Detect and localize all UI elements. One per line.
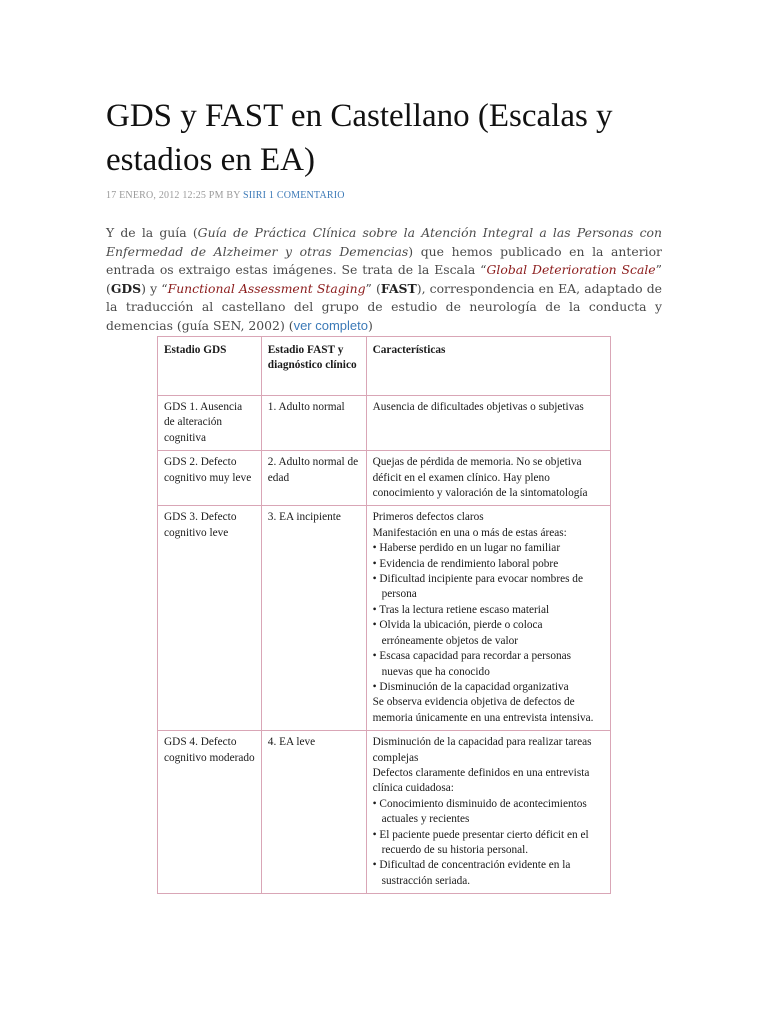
table-row [158,396,611,451]
characteristic-line: Se observa evidencia objetiva de defectos de memoria únicamente en una entrevista intensiva. [372,696,594,724]
header-gds: Estadio GDS [158,337,262,396]
bullet-item: • Evidencia de rendimiento laboral pobre [372,557,559,570]
cell-characteristics [366,731,610,894]
bullet-item: • Tras la lectura retiene escaso material [372,603,550,616]
cell-characteristics [366,506,610,731]
intro-text: ” ( [106,262,662,296]
bullet-item: • Conocimiento disminuido de acontecimientos actuales y recientes [372,797,587,826]
gds-abbrev: GDS [110,280,142,296]
cell-characteristics [366,451,610,506]
author-link[interactable]: SIIRI [242,190,267,201]
bullet-item: • Dificultad de concentración evidente en la sustracción seriada. [372,859,571,887]
characteristic-line: Disminución de la capacidad para realizar tareas complejas [372,736,592,764]
characteristic-line: Primeros defectos claros [372,511,484,524]
intro-text: ), correspondencia en EA, adaptado de la traducción al castellano del grupo de estudio de neurología de la conducta y demencias (guía SEN, 2002) ( [106,280,663,333]
characteristic-line: Quejas de pérdida de memoria. No se objetiva déficit en el examen clínico. Hay pleno conocimiento y valoración de la sintomatología [372,456,588,500]
table-row [158,451,611,506]
cell-fast-stage: 1. Adulto normal [261,396,366,451]
comments-link[interactable]: 1 COMENTARIO [268,190,345,201]
characteristic-line: Manifestación en una o más de estas áreas: [372,526,567,539]
article-title: GDS y FAST en Castellano (Escalas y estadios en EA) [106,98,613,178]
intro-paragraph [106,224,662,335]
cell-fast-stage: 4. EA leve [261,731,366,894]
cell-gds-stage: GDS 1. Ausencia de alteración cognitiva [158,396,262,451]
header-fast: Estadio FAST y diagnóstico clínico [261,337,366,396]
bullet-item: • Haberse perdido en un lugar no familiar [372,542,561,555]
intro-text: ) que hemos publicado en la anterior entrada os extraigo estas imágenes. Se trata de la Escala “ [106,243,662,277]
bullet-item: • Olvida la ubicación, pierde o coloca erróneamente objetos de valor [372,619,543,647]
cell-fast-stage: 2. Adulto normal de edad [261,451,366,506]
gds-scale-name: Global Deterioration Scale [486,262,656,277]
intro-text: ) y “ [141,280,168,296]
intro-text: ) [367,317,373,333]
cell-gds-stage: GDS 4. Defecto cognitivo moderado [158,731,262,894]
fast-scale-name: Functional Assessment Staging [167,280,366,296]
post-meta [106,190,345,201]
table-header-row [158,337,611,396]
table-body [158,396,611,894]
characteristic-line: Ausencia de dificultades objetivas o subjetivas [372,401,584,413]
cell-gds-stage: GDS 2. Defecto cognitivo muy leve [158,451,262,506]
bullet-item: • Dificultad incipiente para evocar nombres de persona [372,573,583,601]
bullet-item: • El paciente puede presentar cierto déficit en el recuerdo de su historia personal. [372,828,589,856]
characteristic-line: Defectos claramente definidos en una entrevista clínica cuidadosa: [372,766,590,795]
bullet-item: • Escasa capacidad para recordar a personas nuevas que ha conocido [372,650,572,678]
header-caracteristicas: Características [366,337,610,396]
guide-title: Guía de Práctica Clínica sobre la Atención Integral a las Personas con Enfermedad de Alzheimer y otras Demencias [106,225,662,259]
post-date: 17 ENERO, 2012 12:25 PM BY [106,190,243,201]
cell-fast-stage: 3. EA incipiente [261,506,366,731]
intro-text: ” ( [365,280,381,296]
bullet-item: • Disminución de la capacidad organizativa [372,680,569,693]
fast-abbrev: FAST [380,280,417,296]
table-row [158,506,611,731]
gds-fast-table [157,336,611,894]
cell-characteristics [366,396,610,451]
ver-completo-link[interactable]: ver completo [293,317,368,333]
cell-gds-stage: GDS 3. Defecto cognitivo leve [158,506,262,731]
intro-text: Y de la guía ( [106,225,198,240]
table-row [158,731,611,894]
